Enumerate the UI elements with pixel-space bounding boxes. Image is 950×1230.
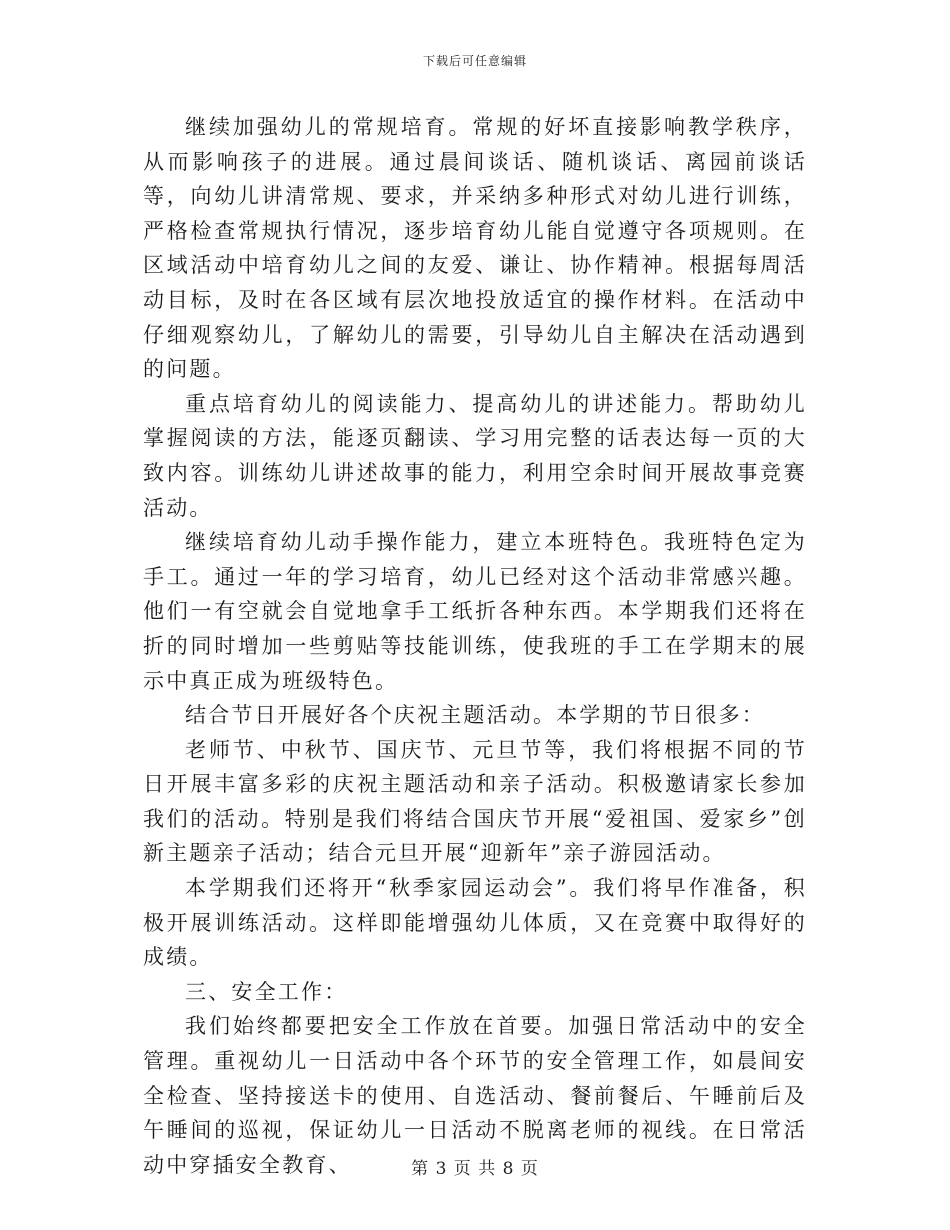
section-heading-safety: 三、安全工作：	[185, 979, 348, 1004]
document-body	[143, 110, 807, 1182]
paragraph-routine-training: 继续加强幼儿的常规培育。常规的好坏直接影响教学秩序，从而影响孩子的进展。通过晨间谈话、随机谈话、离园前谈话等，向幼儿讲清常规、要求，并采纳多种形式对幼儿进行训练，严格检查常规执行情况，逐步培育幼儿能自觉遵守各项规则。在区域活动中培育幼儿之间的友爱、谦让、协作精神。根据每周活动目标，及时在各区域有层次地投放适宜的操作材料。在活动中仔细观察幼儿，了解幼儿的需要，引导幼儿自主解决在活动遇到的问题。	[143, 115, 807, 382]
paragraph-festival-activities: 结合节日开展好各个庆祝主题活动。本学期的节日很多：	[185, 703, 765, 728]
paragraph-sports-meet: 本学期我们还将开“秋季家园运动会”。我们将早作准备，积极开展训练活动。这样即能增强幼儿体质，又在竞赛中取得好的成绩。	[143, 876, 807, 970]
page-header-note: 下载后可任意编辑	[422, 54, 527, 68]
paragraph-safety-work: 我们始终都要把安全工作放在首要。加强日常活动中的安全管理。重视幼儿一日活动中各个环节的安全管理工作，如晨间安全检查、坚持接送卡的使用、自选活动、餐前餐后、午睡前后及午睡间的巡视，保证幼儿一日活动不脱离老师的视线。在日常活动中穿插安全教育、	[143, 1014, 807, 1177]
paragraph-reading-ability: 重点培育幼儿的阅读能力、提高幼儿的讲述能力。帮助幼儿掌握阅读的方法，能逐页翻读、学习用完整的话表达每一页的大致内容。训练幼儿讲述故事的能力，利用空余时间开展故事竞赛活动。	[143, 391, 807, 520]
paragraph-festival-list: 老师节、中秋节、国庆节、元旦节等，我们将根据不同的节日开展丰富多彩的庆祝主题活动和亲子活动。积极邀请家长参加我们的活动。特别是我们将结合国庆节开展“爱祖国、爱家乡”创新主题亲子活动；结合元旦开展“迎新年”亲子游园活动。	[143, 737, 807, 866]
paragraph-handcraft-feature: 继续培育幼儿动手操作能力，建立本班特色。我班特色定为手工。通过一年的学习培育，幼儿已经对这个活动非常感兴趣。他们一有空就会自觉地拿手工纸折各种东西。本学期我们还将在折的同时增加一些剪贴等技能训练，使我班的手工在学期末的展示中真正成为班级特色。	[143, 530, 807, 693]
page-number-footer: 第 3 页 共 8 页	[411, 1159, 539, 1179]
